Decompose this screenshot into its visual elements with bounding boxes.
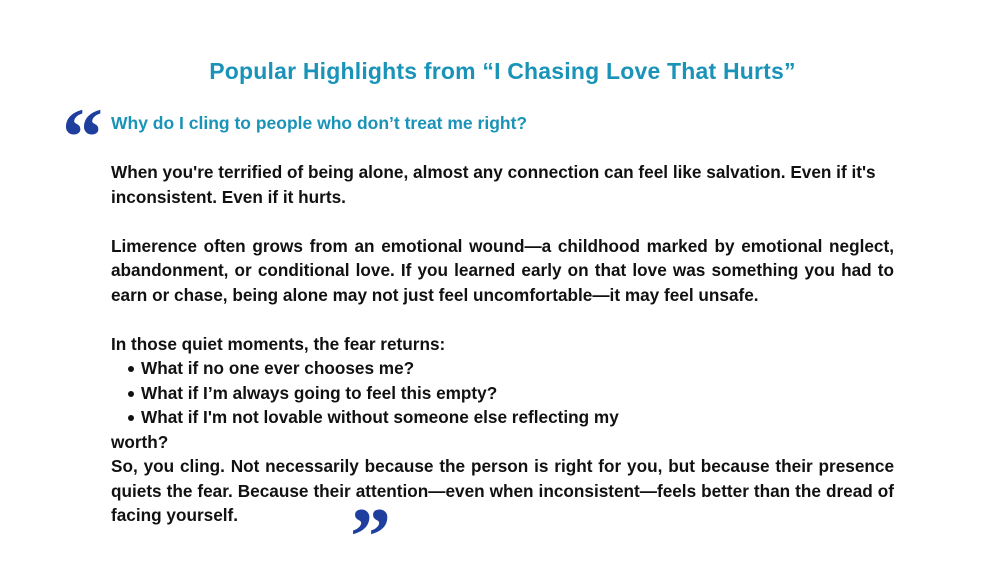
list-item: [111, 405, 689, 454]
bullet-icon: [128, 391, 134, 397]
question-heading: Why do I cling to people who don’t treat me right?: [111, 113, 528, 133]
bullet-icon: [128, 366, 134, 372]
paragraph-2: Limerence often grows from an emotional wound—a childhood marked by emotional neglect, abandonment, or conditional love. If you learned early on that love was something you had to earn or chase, being alone may not just feel uncomfortable—it may feel unsafe.: [111, 235, 894, 305]
fear-item-text: What if I'm not lovable without someone else reflecting my: [141, 407, 619, 427]
open-quote-icon: “: [62, 91, 97, 182]
fear-item-text-wrap: worth?: [111, 431, 169, 452]
page-title: Popular Highlights from “I Chasing Love That Hurts”: [209, 58, 796, 84]
bullet-icon: [128, 415, 134, 421]
closing-paragraph: So, you cling. Not necessarily because the person is right for you, but because their presence quiets the fear. Because their attention—even when inconsistent—feels better than the dread of facing yourself.: [111, 456, 894, 525]
close-quote-icon: ”: [350, 491, 385, 582]
fear-item-text: What if no one ever chooses me?: [141, 358, 415, 378]
list-item: [111, 356, 894, 381]
list-item: [111, 381, 894, 406]
paragraph-1: When you're terrified of being alone, almost any connection can feel like salvation. Even if it's inconsistent. Even if it hurts.: [111, 162, 876, 207]
highlight-body: [111, 160, 894, 528]
fear-list: [111, 356, 894, 454]
fear-intro: In those quiet moments, the fear returns:: [111, 333, 446, 354]
fear-item-text: What if I’m always going to feel this empty?: [141, 382, 498, 403]
